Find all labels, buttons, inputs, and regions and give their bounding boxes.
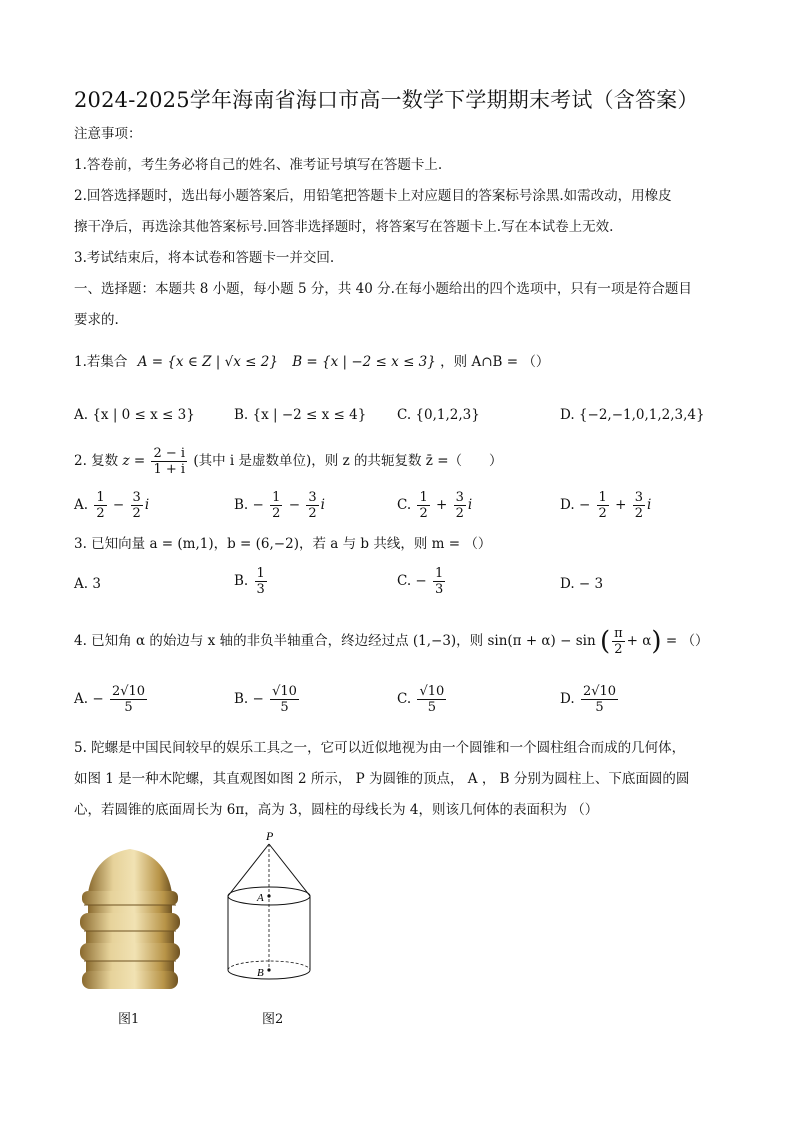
notice-item: 1.答卷前，考生务必将自己的姓名、准考证号填写在答题卡上.: [74, 157, 443, 173]
frac-num: 2√10: [582, 684, 617, 699]
q2-denominator: 1 + i: [153, 462, 186, 477]
frac-den: 2: [614, 642, 623, 657]
wooden-top-photo: [74, 845, 186, 995]
frac-num: √10: [419, 684, 445, 699]
q4-text-c: = （）: [665, 633, 709, 649]
question-5-line: 心，若圆锥的底面周长为 6π，高为 3，圆柱的母线长为 4，则该几何体的表面积为 （）: [74, 802, 599, 818]
frac-num: 3: [132, 490, 141, 505]
q1-option-c: C. {0,1,2,3}: [397, 407, 480, 423]
frac-den: 3: [435, 582, 444, 597]
q2-fraction: [151, 446, 187, 477]
option-label: A.: [74, 497, 89, 513]
frac-num: 1: [435, 566, 444, 581]
option-label: C.: [397, 497, 412, 513]
question-5-line: 如图 1 是一种木陀螺，其直观图如图 2 所示， P 为圆锥的顶点， A ， B 分别为圆柱上、下底面圆的圆: [74, 771, 690, 787]
q2-option-d: D. − $\frac{1}{2}$ + $\frac{3}{2}$ i: [560, 490, 652, 521]
option-label: C. −: [397, 573, 427, 589]
q4-option-a: [74, 684, 149, 715]
q2-prefix: 2. 复数: [74, 453, 119, 469]
q1-ask: ，则 A∩B = （）: [440, 354, 550, 370]
option-op: +: [436, 497, 448, 513]
q2-z: z =: [122, 453, 146, 469]
frac-den: 5: [280, 700, 289, 715]
frac-num: π: [614, 626, 623, 641]
q1-option-b: B. {x | −2 ≤ x ≤ 4}: [234, 407, 367, 423]
frac-den: 2: [455, 506, 464, 521]
frac-num: √10: [272, 684, 297, 699]
option-op: −: [288, 497, 301, 513]
option-label: D.: [560, 691, 575, 707]
option-sign: −: [578, 497, 591, 513]
q1-set-b: B = {x | −2 ≤ x ≤ 3}: [292, 354, 436, 370]
frac-den: 5: [427, 700, 436, 715]
q1-option-d: D. {−2,−1,0,1,2,3,4}: [560, 407, 705, 423]
option-sign: −: [92, 691, 104, 707]
q2-option-a: A. $\frac{1}{2}$ − $\frac{3}{2}$ i: [74, 490, 150, 521]
cone-cylinder-diagram: [222, 828, 322, 990]
label-b: B: [257, 967, 264, 979]
frac-num: 1: [598, 490, 607, 505]
q4-option-b: [234, 684, 301, 715]
question-1: [74, 351, 549, 373]
frac-den: 2: [308, 506, 317, 521]
frac-den: 2: [598, 506, 607, 521]
option-sign: −: [252, 691, 264, 707]
q2-option-b: B. − $\frac{1}{2}$ − $\frac{3}{2}$ i: [234, 490, 325, 521]
frac-num: 1: [272, 490, 281, 505]
question-4: 4. 已知角 α 的始边与 x 轴的非负半轴重合，终边经过点 (1,−3)，则 sin(π + α) − sin ( $\frac{\pi}{2}$ + α) = （）: [74, 626, 709, 657]
frac-den: 5: [595, 700, 604, 715]
q1-set-a: A = {x ∈ Z | √x ≤ 2}: [137, 354, 278, 370]
notice-heading: 注意事项：: [74, 126, 142, 142]
frac-num: 1: [419, 490, 428, 505]
frac-num: 3: [455, 490, 464, 505]
frac-den: 5: [124, 700, 133, 715]
q4-option-d: [560, 684, 620, 715]
q2-numerator: 2 − i: [153, 446, 186, 461]
question-3: 3. 已知向量 a = (m,1)，b = (6,−2)，若 a 与 b 共线，则 m = （）: [74, 536, 492, 552]
option-op: +: [615, 497, 627, 513]
q2-option-c: C. $\frac{1}{2}$ + $\frac{3}{2}$ i: [397, 490, 473, 521]
figure-1-caption: 图1: [118, 1012, 140, 1027]
frac-num: 1: [96, 490, 105, 505]
q4-text-b: + α: [626, 633, 652, 649]
figure-2-caption: 图2: [262, 1012, 284, 1027]
question-2: [74, 446, 503, 477]
option-label: C.: [397, 691, 412, 707]
notice-item: 2.回答选择题时，选出每小题答案后，用铅笔把答题卡上对应题目的答案标号涂黑.如需改动，用橡皮: [74, 188, 672, 204]
option-label: B.: [234, 497, 249, 513]
section-heading-cont: 要求的.: [74, 312, 119, 328]
notice-item: 擦干净后，再选涂其他答案标号.回答非选择题时，将答案写在答题卡上.写在本试卷上无效.: [74, 219, 614, 235]
label-a: A: [257, 892, 264, 904]
q1-option-a: A. {x | 0 ≤ x ≤ 3}: [74, 407, 195, 423]
notice-item: 3.考试结束后，将本试卷和答题卡一并交回.: [74, 250, 335, 266]
q1-prefix: 1.若集合: [74, 354, 128, 370]
option-op: −: [112, 497, 125, 513]
frac-den: 2: [419, 506, 428, 521]
q2-suffix: (其中 i 是虚数单位)，则 z 的共轭复数 z̄ =（ ）: [193, 453, 503, 469]
option-label: A.: [74, 691, 89, 707]
frac-num: 3: [634, 490, 644, 505]
frac-den: 2: [272, 506, 281, 521]
page-title: 2024-2025学年海南省海口市高一数学下学期期末考试（含答案）: [74, 88, 699, 112]
frac-num: 2√10: [111, 684, 146, 699]
frac-num: 3: [308, 490, 317, 505]
q4-option-c: [397, 684, 448, 715]
frac-den: 2: [634, 506, 644, 521]
frac-den: 3: [256, 582, 265, 597]
q3-option-c: [397, 566, 447, 597]
q3-option-a: A. 3: [74, 576, 101, 592]
option-label: B.: [234, 573, 249, 589]
q3-option-d: D. − 3: [560, 576, 604, 592]
option-sign: −: [252, 497, 264, 513]
frac-den: 2: [96, 506, 105, 521]
section-heading: 一、选择题：本题共 8 小题，每小题 5 分，共 40 分.在每小题给出的四个选项中，只有一项是符合题目: [74, 281, 692, 297]
q3-option-b: [234, 566, 269, 597]
q4-text-a: 4. 已知角 α 的始边与 x 轴的非负半轴重合，终边经过点 (1,−3)，则 sin(π + α) − sin: [74, 633, 596, 649]
option-label: D.: [560, 497, 575, 513]
frac-num: 1: [256, 566, 265, 581]
label-p: P: [266, 829, 274, 843]
option-label: B.: [234, 691, 249, 707]
question-5-line: 5. 陀螺是中国民间较早的娱乐工具之一，它可以近似地视为由一个圆锥和一个圆柱组合而成的几何体，: [74, 740, 686, 756]
frac-den: 2: [132, 506, 141, 521]
